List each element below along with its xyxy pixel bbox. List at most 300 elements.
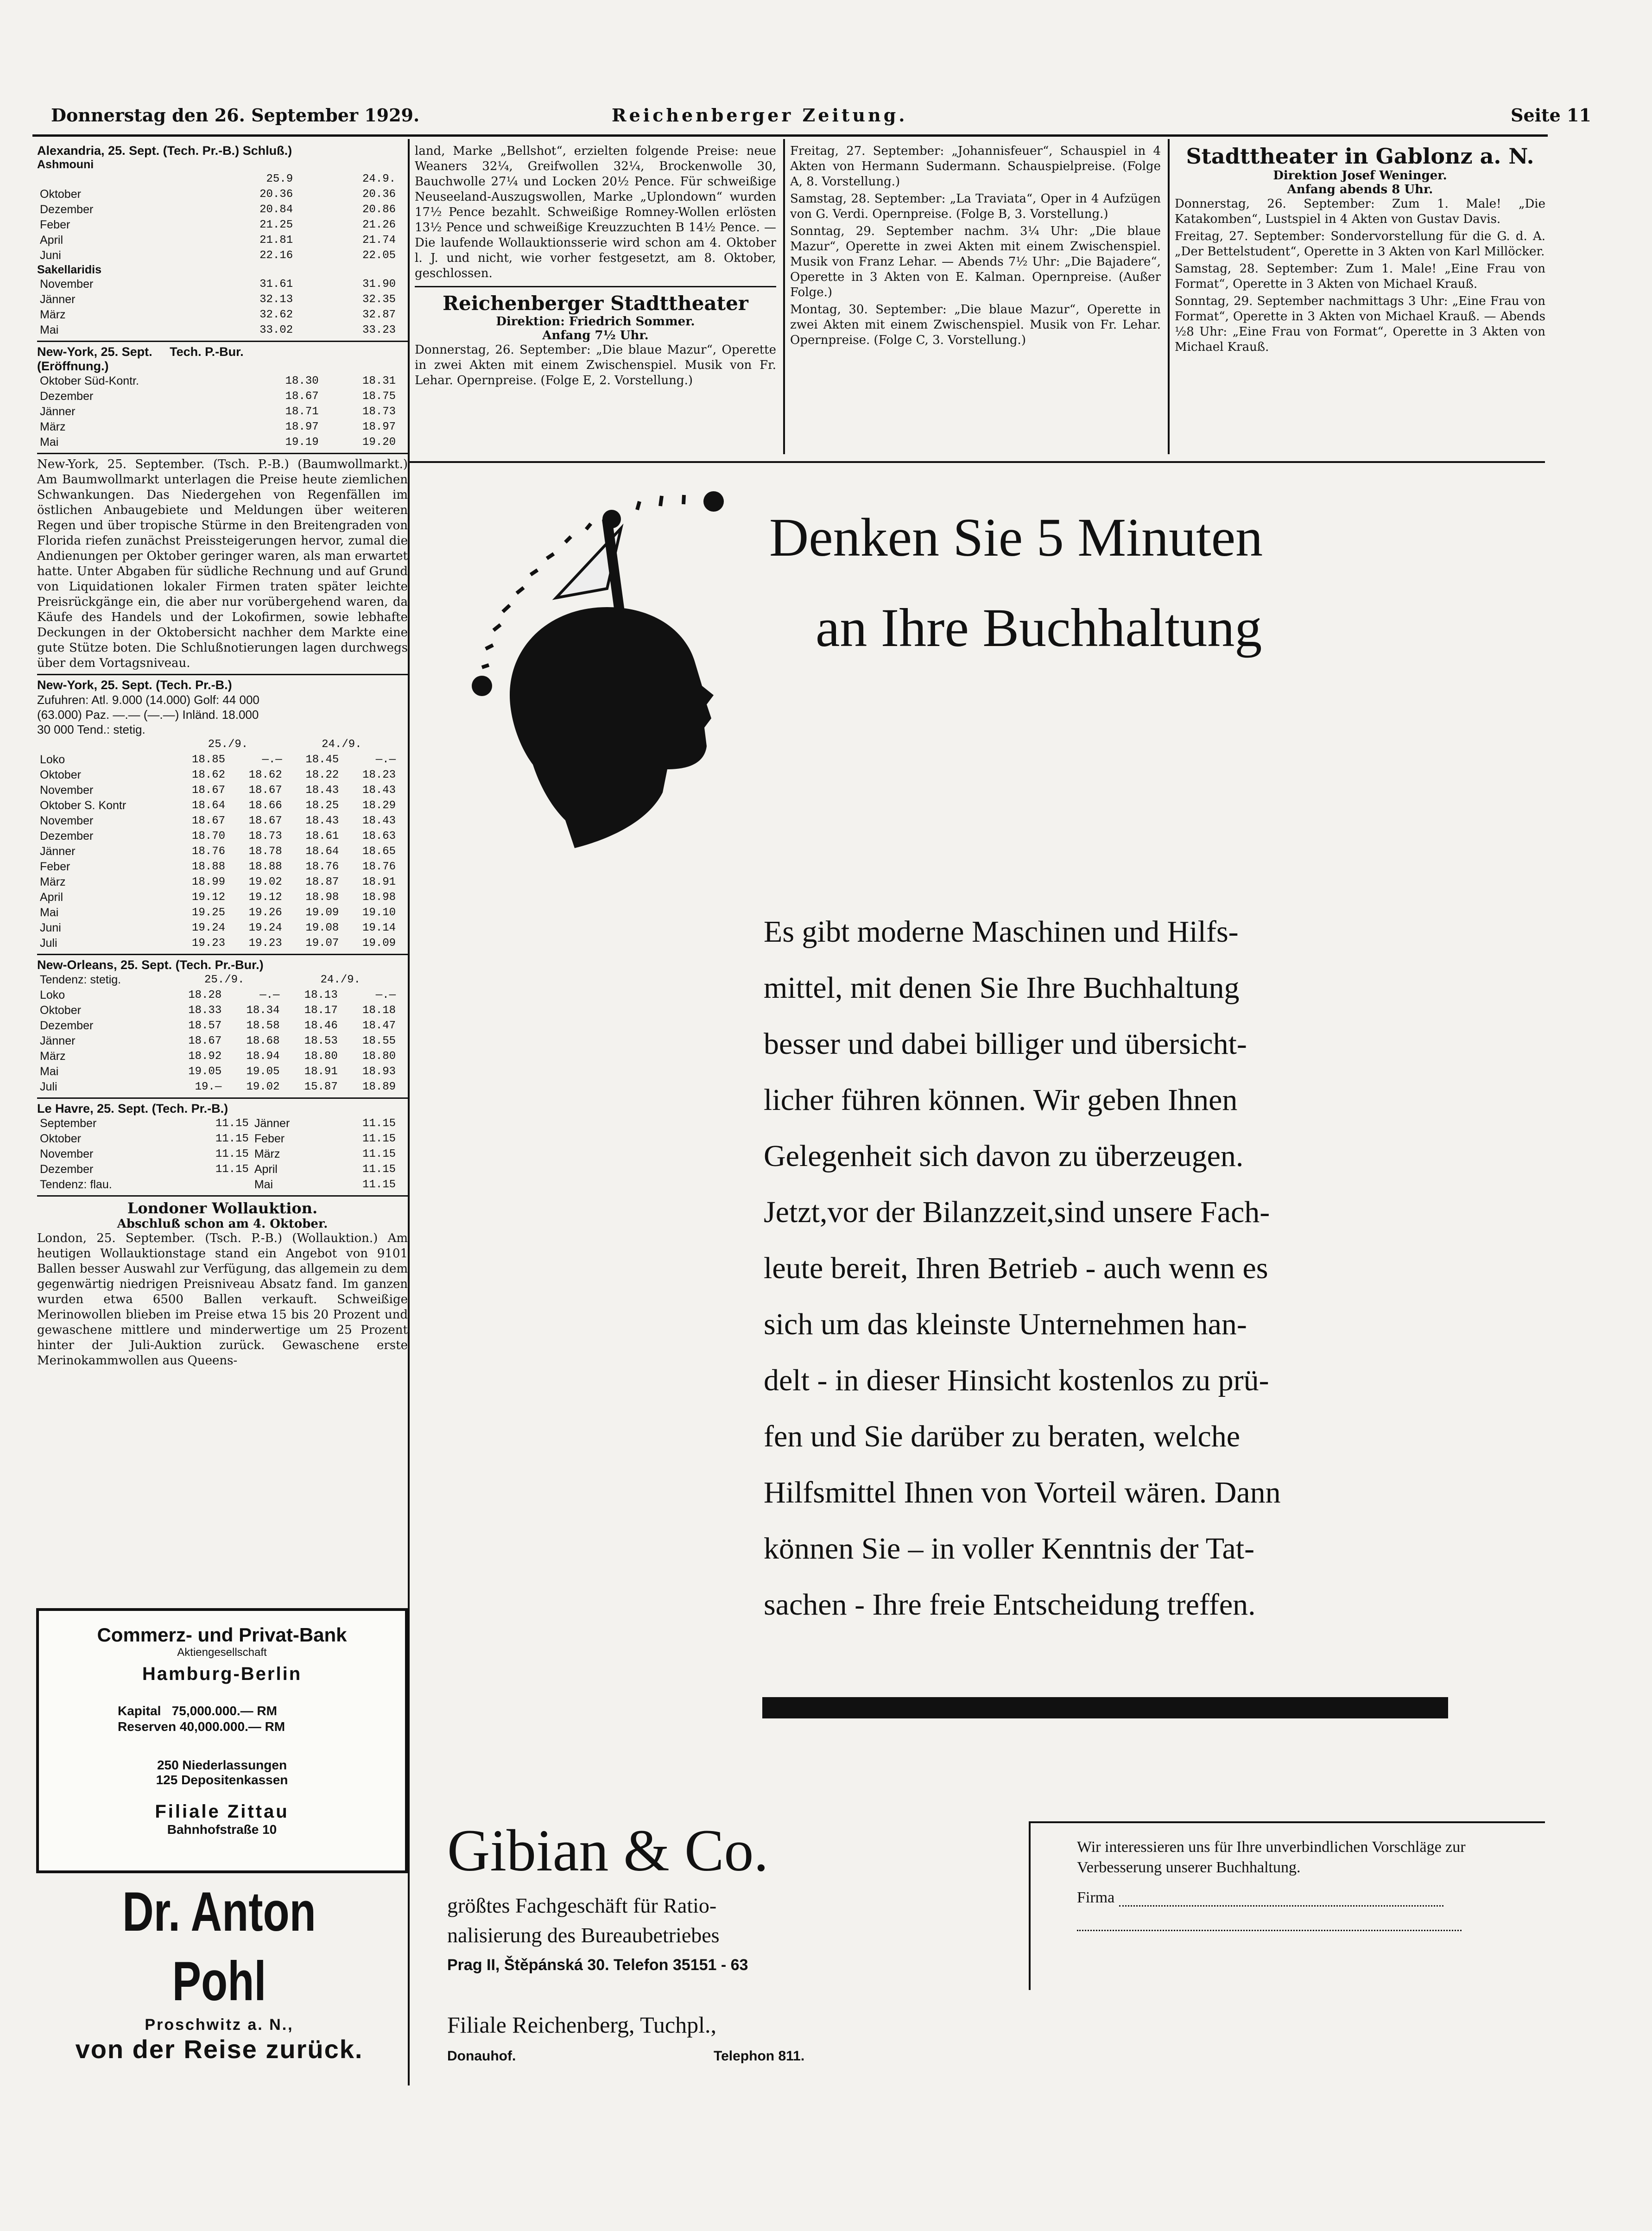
london-sub: Abschluß schon am 4. Oktober.	[117, 1217, 328, 1231]
table-row	[37, 783, 399, 798]
table-cell: Tendenz: flau.	[40, 1178, 112, 1191]
masthead: Reichenberger Zeitung.	[612, 105, 908, 126]
bank-city: Hamburg-Berlin	[142, 1664, 302, 1684]
bank-capital: Kapital 75,000.000.— RM Reserven 40,000.000.— RM	[118, 1704, 285, 1734]
table-row	[37, 217, 399, 233]
table-cell: 19.08	[305, 922, 339, 934]
table-cell: 21.81	[260, 234, 293, 247]
table-cell: März	[254, 1147, 280, 1160]
table-cell: März	[40, 1050, 66, 1063]
table-cell: Loko	[40, 989, 65, 1001]
branch: Filiale Reichenberg, Tuchpl.,	[447, 2012, 716, 2038]
table-cell: 19.05	[188, 1065, 222, 1078]
table-row	[37, 1049, 399, 1064]
table-cell: 18.94	[246, 1050, 280, 1063]
alexandria-table-2	[37, 277, 399, 338]
table-row	[37, 435, 399, 450]
ad-body-line: leute bereit, Ihren Betrieb - auch wenn es	[764, 1251, 1268, 1285]
column-rule-2	[783, 139, 785, 454]
table-cell: November	[40, 784, 94, 797]
table-cell: 18.23	[362, 769, 396, 781]
alexandria-table-1	[37, 171, 399, 263]
table-cell: 18.76	[362, 861, 396, 873]
table-row	[37, 202, 399, 217]
table-cell: Mai	[40, 436, 59, 449]
table-cell: 18.58	[246, 1020, 280, 1032]
table-cell: 19.14	[362, 922, 396, 934]
company-address: Prag II, Štěpánská 30. Telefon 35151 - 63	[447, 1956, 748, 1974]
ad-body-line: sich um das kleinste Unternehmen han-	[764, 1307, 1247, 1341]
table-cell: 11.15	[362, 1133, 396, 1145]
ad-body-line: Hilfsmittel Ihnen von Vorteil wären. Dann	[764, 1476, 1281, 1509]
no-tend: Tendenz: stetig.	[40, 973, 121, 986]
table-cell: Oktober	[40, 1004, 81, 1017]
table-cell: 18.64	[305, 845, 339, 858]
ad-body-line: Gelegenheit sich davon zu überzeugen.	[764, 1139, 1244, 1173]
table-cell: 18.67	[248, 784, 282, 797]
table-cell: Mai	[40, 323, 59, 336]
table-cell: 18.98	[362, 891, 396, 904]
table-cell: Oktober	[40, 1132, 81, 1145]
theater1-title: Reichenberger Stadttheater	[443, 292, 748, 315]
table-cell: 18.53	[304, 1035, 338, 1047]
ny2-line3: 30 000 Tend.: stetig.	[37, 723, 146, 736]
table-row	[37, 171, 399, 187]
ad-body	[764, 904, 1449, 1633]
table-cell: Jänner	[40, 845, 76, 858]
theater1-entry: Samstag, 28. September: „La Traviata“, Oper in 4 Aufzügen von G. Verdi. Opernpreise. (Folge B, 3. Vorstellung.)	[790, 192, 1161, 221]
ny1-table	[37, 374, 399, 450]
table-cell: Jänner	[40, 1034, 76, 1047]
ny1-title: New-York, 25. Sept. Tech. P.-Bur.	[37, 345, 244, 359]
table-cell: Jänner	[40, 405, 76, 418]
table-cell: 19.19	[285, 436, 319, 449]
table-cell: —.—	[262, 754, 282, 766]
column-rule-3	[1168, 139, 1170, 454]
table-cell: Oktober	[40, 768, 81, 781]
table-cell: 19.24	[192, 922, 226, 934]
table-cell: 33.23	[362, 324, 396, 336]
table-cell: 19.05	[246, 1065, 280, 1078]
table-row	[37, 1162, 399, 1177]
table-cell: Dezember	[40, 1163, 94, 1176]
ad-body-line: delt - in dieser Hinsicht kostenlos zu prü-	[764, 1363, 1269, 1397]
pohl-note: von der Reise zurück.	[75, 2035, 363, 2064]
table-row	[37, 1131, 399, 1147]
table-cell: 19.20	[362, 436, 396, 449]
table-cell: 18.22	[305, 769, 339, 781]
theater2-title: Stadttheater in Gablonz a. N.	[1186, 144, 1534, 169]
table-cell: 18.31	[362, 375, 396, 387]
table-cell: 20.36	[260, 188, 293, 201]
table-cell: September	[40, 1117, 97, 1130]
table-cell: November	[40, 278, 94, 291]
ad-top-rule	[410, 461, 1545, 463]
table-cell: 32.35	[362, 293, 396, 306]
table-row	[37, 905, 399, 920]
wool-text: land, Marke „Bellshot“, erzielten folgende Preise: neue Weaners 32¼, Greifwollen 32¼, Brockenwolle 30, Bauchwolle 27¼ und Locken 20½ Pence. Für schweißige Neuseeland-Auszugswollen, Marke „Uplondown“ wurden 17½ Pence bezahlt. Schweißige Romney-Wollen erlösten 13½ Pence und schweißige Kreuzzuchten B 14½ Pence. — Die laufende Wollauktionsserie wird schon am 4. Oktober l. J. und nicht, wie vorher festgesetzt, am 8. Oktober, geschlossen.	[415, 144, 776, 280]
markets-column	[37, 144, 408, 1370]
bank-deposits: 125 Depositenkassen	[156, 1773, 288, 1787]
bank-type: Aktiengesellschaft	[177, 1646, 267, 1659]
theater1-entry: Sonntag, 29. September nachm. 3¼ Uhr: „Die blaue Mazur“, Operette in zwei Akten mit einem Zwischenspiel. Musik von Franz Lehar. — Abends 7½ Uhr: „Die Bajadere“, Operette in 3 Akten von E. Kalman. Opernpreise. (Außer Folge.)	[790, 224, 1161, 299]
table-row	[37, 890, 399, 905]
table-cell: November	[40, 814, 94, 827]
pohl-ad	[36, 1877, 402, 2064]
table-cell: 18.97	[362, 421, 396, 433]
table-cell: 11.15	[215, 1163, 249, 1176]
table-cell: 18.43	[305, 784, 339, 797]
ny1-sub: (Eröffnung.)	[37, 359, 109, 373]
table-row	[37, 1003, 399, 1018]
no-table	[37, 972, 399, 1095]
table-cell: 18.62	[192, 769, 226, 781]
table-cell: 18.55	[362, 1035, 396, 1047]
ad-bar	[762, 1697, 1448, 1718]
head-silhouette-icon	[510, 607, 714, 848]
table-cell: 18.33	[188, 1004, 222, 1017]
table-cell: März	[40, 420, 66, 433]
table-cell: 21.26	[362, 219, 396, 231]
havre-title: Le Havre, 25. Sept. (Tech. Pr.-B.)	[37, 1102, 228, 1116]
table-cell: Oktober Süd-Kontr.	[40, 374, 139, 387]
company-sub-2: nalisierung des Bureaubetriebes	[447, 1923, 720, 1947]
table-cell: 18.61	[305, 830, 339, 843]
table-cell: 32.62	[260, 309, 293, 321]
table-cell: April	[40, 234, 63, 247]
table-row	[37, 844, 399, 859]
table-cell: 18.67	[188, 1035, 222, 1047]
theater2-column	[1175, 144, 1545, 357]
table-row	[37, 323, 399, 338]
bank-branches: 250 Niederlassungen	[157, 1758, 287, 1772]
column-rule	[408, 139, 410, 2085]
table-cell: Dezember	[40, 830, 94, 843]
table-row	[37, 1116, 399, 1131]
table-row	[37, 767, 399, 783]
table-cell: 18.57	[188, 1020, 222, 1032]
table-cell: 15.87	[304, 1081, 338, 1093]
table-cell: 18.80	[304, 1050, 338, 1063]
table-cell: 18.66	[248, 799, 282, 812]
table-cell: Mai	[40, 1065, 59, 1078]
page-number: Seite 11	[1511, 105, 1591, 126]
alexandria-title: Alexandria, 25. Sept. (Tech. Pr.-B.) Schluß.)	[37, 144, 292, 158]
table-cell: 19.23	[248, 937, 282, 950]
ad-headline-1: Denken Sie 5 Minuten	[769, 507, 1263, 568]
table-cell: November	[40, 1147, 94, 1160]
table-cell: Feber	[40, 218, 70, 231]
theater1-entry: Freitag, 27. September: „Johannisfeuer“, Schauspiel in 4 Akten von Hermann Sudermann. Schauspielpreise. (Folge A, 8. Vorstellung.)	[790, 144, 1161, 189]
ad-body-line: Jetzt,vor der Bilanzzeit,sind unsere Fach-	[764, 1195, 1270, 1229]
table-cell: 11.15	[362, 1148, 396, 1160]
table-row	[37, 1147, 399, 1162]
table-cell: 18.18	[362, 1004, 396, 1017]
table-cell: 22.05	[362, 249, 396, 262]
ad-body-line: Es gibt moderne Maschinen und Hilfs-	[764, 915, 1239, 949]
table-row	[37, 292, 399, 307]
theater2-entry: Donnerstag, 26. September: Zum 1. Male! „Die Katakomben“, Lustspiel in 4 Akten von Gustav Davis.	[1175, 197, 1545, 226]
table-cell: 18.43	[362, 815, 396, 827]
table-cell: 20.84	[260, 203, 293, 216]
london-title: Londoner Wollauktion.	[127, 1199, 318, 1217]
ny2-title: New-York, 25. Sept. (Tech. Pr.-B.)	[37, 678, 232, 692]
table-cell: 11.15	[362, 1163, 396, 1176]
table-row	[37, 1079, 399, 1095]
table-cell: 18.63	[362, 830, 396, 843]
table-cell: 18.67	[192, 815, 226, 827]
page-date: Donnerstag den 26. September 1929.	[51, 105, 420, 126]
table-cell: Dezember	[40, 203, 94, 216]
bank-filiale: Filiale Zittau	[155, 1801, 289, 1822]
table-cell: Jänner	[254, 1117, 290, 1130]
bank-ad	[36, 1608, 408, 1873]
table-cell: 18.43	[305, 815, 339, 827]
table-cell: 18.71	[285, 406, 319, 418]
table-cell: März	[40, 875, 66, 888]
table-cell: Juni	[40, 249, 61, 262]
coupon-text: Wir interessieren uns für Ihre unverbindlichen Vorschläge zur Verbesserung unserer Buchhaltung.	[1077, 1838, 1466, 1876]
table-cell: 19.25	[192, 906, 226, 919]
table-cell: 20.36	[362, 188, 396, 201]
table-cell: 18.97	[285, 421, 319, 433]
theater2-start: Anfang abends 8 Uhr.	[1287, 183, 1433, 196]
table-cell: 18.45	[305, 754, 339, 766]
table-cell: 18.89	[362, 1081, 396, 1093]
table-cell: 11.15	[215, 1117, 249, 1130]
table-cell: 18.25	[305, 799, 339, 812]
bank-street: Bahnhofstraße 10	[167, 1822, 277, 1837]
table-cell: 18.30	[285, 375, 319, 387]
table-row	[37, 419, 399, 435]
wool-column	[415, 144, 776, 390]
head-gauge-illustration	[454, 477, 741, 867]
table-row	[37, 936, 399, 951]
table-cell: 32.87	[362, 309, 396, 321]
table-cell: März	[40, 308, 66, 321]
branch-2: Donauhof.	[447, 2048, 516, 2064]
ad-body-line: können Sie – in voller Kenntnis der Tat-	[764, 1532, 1255, 1566]
table-cell: Mai	[254, 1178, 273, 1191]
table-row	[37, 829, 399, 844]
table-cell: 24.9.	[362, 173, 396, 185]
table-cell: 19.07	[305, 937, 339, 950]
company-sub	[447, 1891, 864, 1980]
table-cell: 18.43	[362, 784, 396, 797]
table-cell: 19.09	[305, 906, 339, 919]
table-row	[37, 920, 399, 936]
table-row	[37, 1033, 399, 1049]
table-cell: 19.26	[248, 906, 282, 919]
table-cell: Dezember	[40, 1019, 94, 1032]
table-row	[37, 1177, 399, 1192]
table-cell: 19.09	[362, 937, 396, 950]
table-cell: Oktober S. Kontr	[40, 799, 127, 812]
company-sub-1: größtes Fachgeschäft für Ratio-	[447, 1894, 717, 1917]
no-col-b: 24./9.	[320, 974, 361, 986]
table-cell: 18.92	[188, 1050, 222, 1063]
table-cell: 18.75	[362, 390, 396, 403]
table-cell: 18.62	[248, 769, 282, 781]
table-cell: 18.88	[192, 861, 226, 873]
table-cell: 11.15	[215, 1133, 249, 1145]
theater2-entry: Freitag, 27. September: Sondervorstellung für die G. d. A. „Der Bettelstudent“, Operette in 3 Akten von Karl Millöcker.	[1175, 229, 1545, 259]
company-name: Gibian & Co.	[447, 1818, 769, 1883]
table-cell: —.—	[375, 989, 396, 1001]
table-cell: 19.23	[192, 937, 226, 950]
pohl-name: Dr. Anton Pohl	[122, 1881, 316, 2012]
table-row	[37, 1064, 399, 1079]
table-cell: 19.02	[248, 876, 282, 888]
coupon-firma: Firma	[1077, 1889, 1545, 1907]
branch-phone: Telephon 811.	[714, 2048, 805, 2064]
table-cell: Juli	[40, 937, 57, 950]
table-cell: 18.65	[362, 845, 396, 858]
table-cell: 19.12	[248, 891, 282, 904]
table-cell: 25.9	[266, 173, 293, 185]
table-cell: 18.67	[192, 784, 226, 797]
theater1-dir: Direktion: Friedrich Sommer.	[496, 315, 695, 329]
havre-table	[37, 1116, 399, 1192]
table-cell: 18.28	[188, 989, 222, 1001]
table-cell: 18.73	[248, 830, 282, 843]
table-cell: 19.12	[192, 891, 226, 904]
table-cell: 33.02	[260, 324, 293, 336]
table-cell: 18.85	[192, 754, 226, 766]
theater2-dir: Direktion Josef Weninger.	[1273, 169, 1447, 183]
table-cell: 19.02	[246, 1081, 280, 1093]
table-cell: 19.24	[248, 922, 282, 934]
table-cell: 21.25	[260, 219, 293, 231]
ny2-table	[37, 737, 399, 951]
ny-report: New-York, 25. September. (Tsch. P.-B.) (Baumwollmarkt.) Am Baumwollmarkt unterlagen die Preise heute ziemlichen Schwankungen. Das Niedergehen von Regenfällen im östlichen Anbaugebiete und Meldungen über weiteren Regen und über tropische Stürme in den Breitengraden von Florida riefen zunächst Preissteigerungen hervor, zumal die Andienungen per Oktober geringer waren, als man erwartet hatte. Unter Abgaben für südliche Rechnung und auf Grund von Liquidationen lokaler Firmen traten später leichte Preisrückgänge ein, die aber nur vorübergehend waren, da Käufe des Handels und der Lokofirmen, sowie lebhafte Deckungen in der Oktobersicht nachher dem Markte eine gute Stütze boten. Die Schlußnotierungen lagen durchwegs über dem Vortagsniveau.	[37, 457, 408, 670]
table-row	[37, 307, 399, 323]
table-cell: Juni	[40, 921, 61, 934]
table-row	[37, 798, 399, 813]
no-title: New-Orleans, 25. Sept. (Tech. Pr.-Bur.)	[37, 958, 264, 972]
theater1-entry: Montag, 30. September: „Die blaue Mazur“, Operette in zwei Akten mit einem Zwischenspiel. Musik von Fr. Lehar. Opernpreise. (Folge C, 3. Vorstellung.)	[790, 303, 1161, 347]
table-cell: 11.15	[362, 1179, 396, 1191]
table-cell	[180, 1177, 252, 1192]
table-cell: 21.74	[362, 234, 396, 247]
table-row	[37, 988, 399, 1003]
table-row	[37, 187, 399, 202]
table-cell: 18.17	[304, 1004, 338, 1017]
pohl-place: Proschwitz a. N.,	[145, 2016, 294, 2034]
table-row	[37, 233, 399, 248]
sakellaridis-label: Sakellaridis	[37, 263, 101, 276]
table-cell: Juli	[40, 1080, 57, 1093]
table-row	[37, 404, 399, 419]
table-cell: 18.46	[304, 1020, 338, 1032]
table-row	[37, 859, 399, 875]
table-cell: 18.13	[304, 989, 338, 1001]
table-cell: 18.88	[248, 861, 282, 873]
ad-body-line: besser und dabei billiger und übersicht-	[764, 1027, 1247, 1061]
header-rule	[32, 134, 1548, 137]
table-cell: 11.15	[362, 1117, 396, 1130]
table-cell: 20.86	[362, 203, 396, 216]
table-cell: 18.29	[362, 799, 396, 812]
table-cell: 18.67	[248, 815, 282, 827]
table-row	[37, 248, 399, 263]
table-cell: 18.91	[362, 876, 396, 888]
table-row	[37, 277, 399, 292]
table-cell: April	[254, 1163, 278, 1176]
ashmouni-label: Ashmouni	[37, 158, 94, 171]
table-cell: 31.61	[260, 278, 293, 291]
ad-headline-2: an Ihre Buchhaltung	[816, 597, 1262, 658]
table-cell: 18.67	[285, 390, 319, 403]
table-row	[37, 875, 399, 890]
table-cell: 18.64	[192, 799, 226, 812]
table-cell: 18.73	[362, 406, 396, 418]
table-cell: Feber	[254, 1132, 285, 1145]
ny2-col-a: 25./9.	[208, 738, 248, 751]
bank-name: Commerz- und Privat-Bank	[97, 1624, 347, 1646]
reply-coupon[interactable]	[1029, 1821, 1545, 1990]
table-cell: 31.90	[362, 278, 396, 291]
table-cell: 18.99	[192, 876, 226, 888]
table-row	[37, 813, 399, 829]
ny2-line1: Zufuhren: Atl. 9.000 (14.000) Golf: 44 000	[37, 693, 260, 707]
ad-body-line: sachen - Ihre freie Entscheidung treffen.	[764, 1588, 1256, 1622]
table-cell: Jänner	[40, 293, 76, 306]
table-cell: 18.70	[192, 830, 226, 843]
table-cell: 19.—	[195, 1081, 222, 1093]
table-cell: Loko	[40, 753, 65, 766]
theater2-entry: Sonntag, 29. September nachmittags 3 Uhr: „Eine Frau von Format“, Operette in 3 Akten von Michael Krauß. — Abends ½8 Uhr: „Eine Frau von Format“, Operette in 3 Akten von Michael Krauß.	[1175, 294, 1545, 354]
table-cell: 18.34	[246, 1004, 280, 1017]
ad-body-line: licher führen können. Wir geben Ihnen	[764, 1083, 1238, 1117]
table-cell: Dezember	[40, 390, 94, 403]
table-cell: Mai	[40, 906, 59, 919]
london-text: London, 25. September. (Tsch. P.-B.) (Wollauktion.) Am heutigen Wollauktionstage stand ein Angebot von 9101 Ballen besser Auswahl zur Verfügung, das allgemein zu dem gegenwärtig niedrigen Preisniveau Absatz fand. Im ganzen wurden etwa 6500 Ballen verkauft. Schweißige Merinowollen blieben im Preise etwa 15 bis 20 Prozent und gewaschene mittlere und minderwertige um 25 Prozent hinter der Juli-Auktion zurück. Gewaschene erste Merinokammwollen aus Queens-	[37, 1231, 408, 1368]
ny2-line2: (63.000) Paz. —.— (—.—) Inländ. 18.000	[37, 708, 259, 722]
table-cell: 18.68	[246, 1035, 280, 1047]
table-cell	[37, 171, 193, 187]
table-cell: 32.13	[260, 293, 293, 306]
theater1-start: Anfang 7½ Uhr.	[542, 329, 649, 342]
theater1-column	[790, 144, 1161, 350]
table-cell: 18.91	[304, 1065, 338, 1078]
table-row	[37, 1018, 399, 1033]
table-cell: 18.76	[192, 845, 226, 858]
table-cell: —.—	[375, 754, 396, 766]
no-col-a: 25./9.	[204, 974, 245, 986]
theater2-entry: Samstag, 28. September: Zum 1. Male! „Eine Frau von Format“, Operette in 3 Akten von Michael Krauß.	[1175, 262, 1545, 291]
table-cell: 19.10	[362, 906, 396, 919]
table-row	[37, 374, 399, 389]
ad-body-line: mittel, mit denen Sie Ihre Buchhaltung	[764, 971, 1240, 1005]
table-cell: —.—	[260, 989, 280, 1001]
table-cell: 18.87	[305, 876, 339, 888]
table-row	[37, 752, 399, 767]
table-cell: Oktober	[40, 188, 81, 201]
theater1-entry: Donnerstag, 26. September: „Die blaue Mazur“, Operette in zwei Akten mit einem Zwischenspiel. Musik von Fr. Lehar. Opernpreise. (Folge E, 2. Vorstellung.)	[415, 343, 776, 387]
table-cell: April	[40, 891, 63, 904]
table-cell: Feber	[40, 860, 70, 873]
table-cell: 11.15	[215, 1148, 249, 1160]
table-cell: 22.16	[260, 249, 293, 262]
table-cell: 18.76	[305, 861, 339, 873]
table-cell: 18.47	[362, 1020, 396, 1032]
table-row	[37, 389, 399, 404]
table-cell: 18.78	[248, 845, 282, 858]
table-cell: 18.80	[362, 1050, 396, 1063]
table-cell: 18.93	[362, 1065, 396, 1078]
ad-body-line: fen und Sie darüber zu beraten, welche	[764, 1420, 1241, 1453]
